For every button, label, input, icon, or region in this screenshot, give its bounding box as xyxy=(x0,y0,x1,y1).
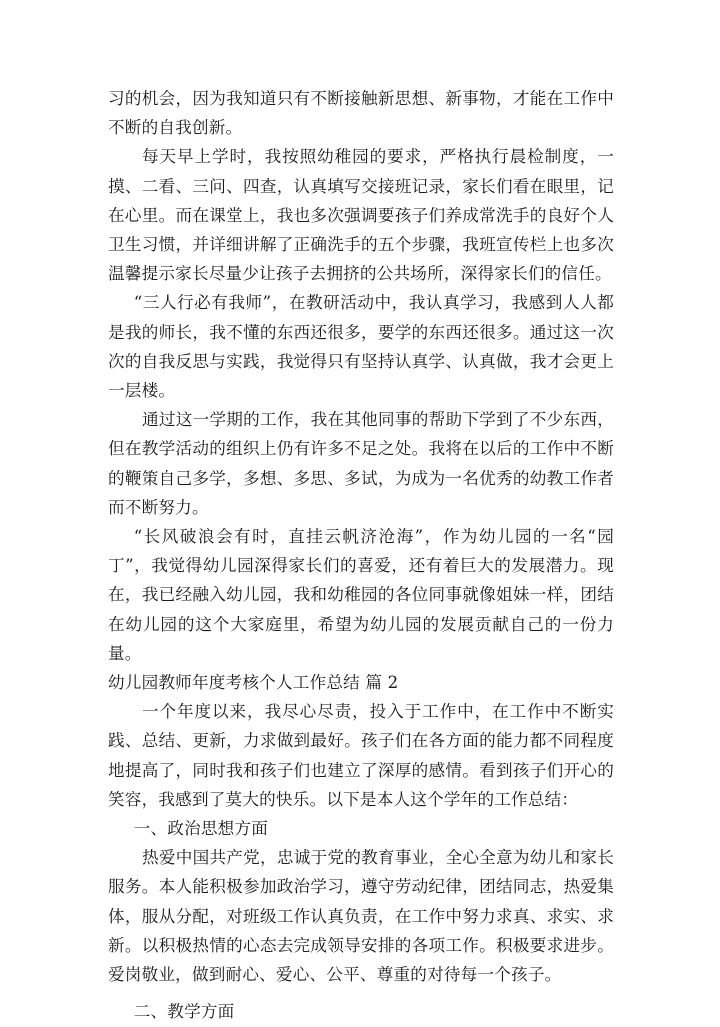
paragraph-teaching-research: “三人行必有我师”，在教研活动中，我认真学习，我感到人人都是我的师长，我不懂的东西还很多，要学的东西还很多。通过这一次次的自我反思与实践，我觉得只有坚持认真学、认真做，我才会更上一层楼。 xyxy=(108,293,614,401)
section-heading-teaching: 二、教学方面 xyxy=(133,1002,235,1022)
paragraph-closing-quote: “长风破浪会有时，直挂云帆济沧海”，作为幼儿园的一名“园丁”，我觉得幼儿园深得家长们的喜爱，还有着巨大的发展潜力。现在，我已经融入幼儿园，我和幼稚园的各位同事就像姐妹一样，团结在幼儿园的这个大家庭里，希望为幼儿园的发展贡献自己的一份力量。 xyxy=(108,527,614,663)
paragraph-morning-check: 每天早上学时，我按照幼稚园的要求，严格执行晨检制度，一摸、二看、三问、四查，认真填写交接班记录，家长们看在眼里，记在心里。而在课堂上，我也多次强调要孩子们养成常洗手的良好个人卫生习惯，并详细讲解了正确洗手的五个步骤，我班宣传栏上也多次温馨提示家长尽量少让孩子去拥挤的公共场所，深得家长们的信任。 xyxy=(108,147,614,284)
paragraph-semester-reflection: 通过这一学期的工作，我在其他同事的帮助下学到了不少东西，但在教学活动的组织上仍有许多不足之处。我将在以后的工作中不断的鞭策自己多学，多想、多思、多试，为成为一名优秀的幼教工作者而不断努力。 xyxy=(108,410,614,517)
paragraph-year-overview: 一个年度以来，我尽心尽责，投入于工作中，在工作中不断实践、总结、更新，力求做到最好。孩子们在各方面的能力都不同程度地提高了，同时我和孩子们也建立了深厚的感情。看到孩子们开心的笑容，我感到了莫大的快乐。以下是本人这个学年的工作总结： xyxy=(108,702,614,809)
article-heading: 幼儿园教师年度考核个人工作总结 篇 2 xyxy=(108,673,399,693)
paragraph-continuation: 习的机会，因为我知道只有不断接触新思想、新事物，才能在工作中不断的自我创新。 xyxy=(108,89,614,138)
paragraph-political-thought: 热爱中国共产党，忠诚于党的教育事业，全心全意为幼儿和家长服务。本人能积极参加政治学习，遵守劳动纪律，团结同志，热爱集体，服从分配，对班级工作认真负责，在工作中努力求真、求实、求新。以积极热情的心态去完成领导安排的各项工作。积极要求进步。爱岗敬业，做到耐心、爱心、公平、尊重的对待每一个孩子。 xyxy=(108,848,614,985)
body-text xyxy=(108,84,614,1027)
section-heading-political: 一、政治思想方面 xyxy=(133,819,269,839)
